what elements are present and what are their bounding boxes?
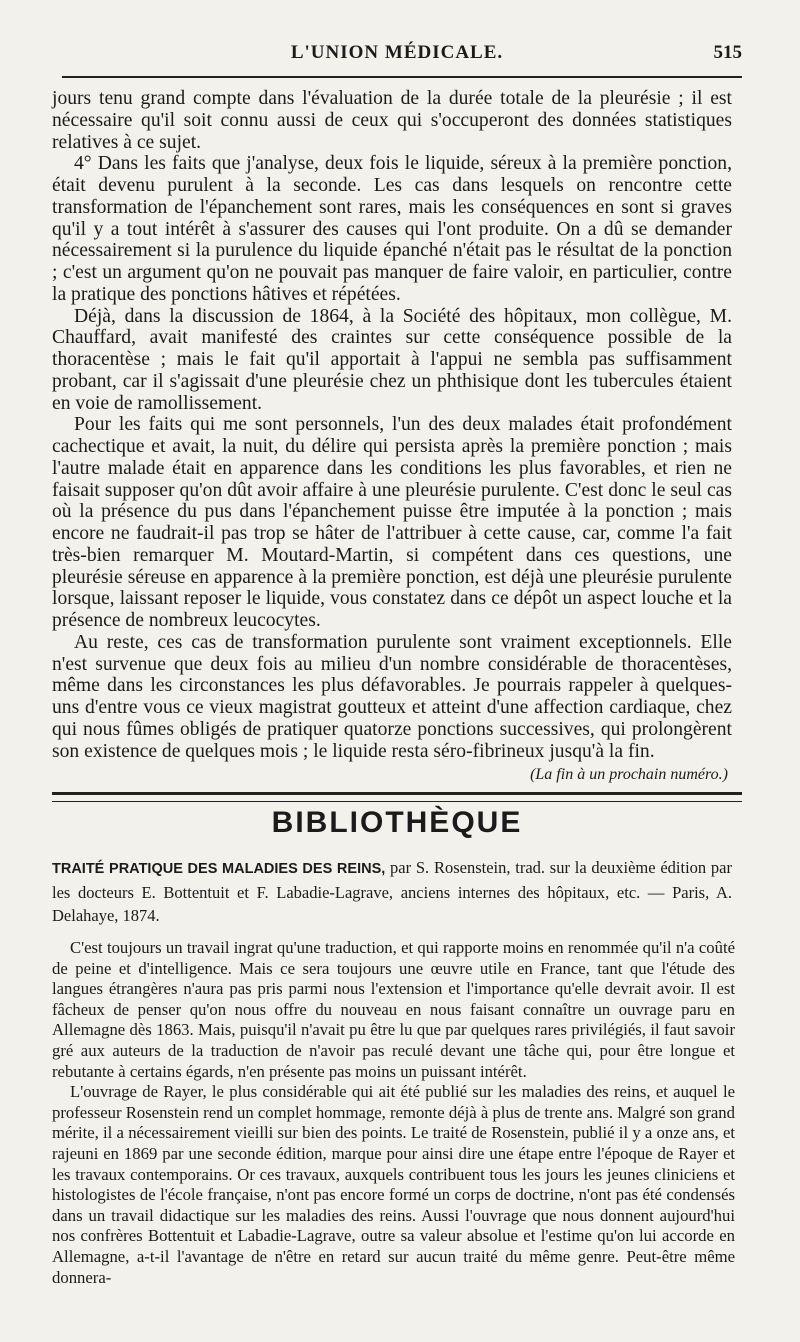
running-title: L'UNION MÉDICALE.: [290, 42, 504, 63]
page-number: 515: [713, 42, 742, 63]
article-body: [52, 88, 732, 786]
review-paragraph: C'est toujours un travail ingrat qu'une traduction, et qui rapporte moins en renommée qu'il n'a coûté de peine et d'intelligence. Mais ce sera toujours une œuvre utile en France, tant que l'étude des langues étrangères n'aura pas pris parmi nous l'extension et l'importance qu'elle devrait avoir. Il est fâcheux de penser qu'on nous offre du nouveau en nous faisant connaître un ouvrage paru en Allemagne dès 1863. Mais, puisqu'il n'avait pu être lu que par quelques rares privilégiés, il faut savoir gré aux auteurs de la traduction de n'avoir pas reculé devant une tâche qui, pour être longue et rebutante à certains égards, n'en présente pas moins un puissant intérêt.: [52, 938, 735, 1081]
article-signoff: (La fin à un prochain numéro.): [530, 766, 728, 784]
section-rule: [52, 792, 742, 802]
section-title: BIBLIOTHÈQUE: [271, 806, 523, 839]
review-body: [52, 938, 735, 1288]
article-paragraph: Déjà, dans la discussion de 1864, à la Société des hôpitaux, mon collègue, M. Chauffard, avait manifesté des craintes sur cette conséquence possible de la thoracentèse ; mais le fait qu'il apportait à l'appui ne sembla pas suffisamment probant, car il s'agissait d'une pleurésie chez un phthisique dont les tubercules étaient en voie de ramollissement.: [52, 305, 732, 414]
review-paragraph: L'ouvrage de Rayer, le plus considérable qui ait été publié sur les maladies des reins, et auquel le professeur Rosenstein rend un complet hommage, remonte déjà à plus de trente ans. Malgré son grand mérite, il a nécessairement vieilli sur bien des points. Le traité de Rosenstein, publié il y a onze ans, et rajeuni en 1869 par une seconde édition, marque pour ainsi dire une étape entre l'époque de Rayer et les travaux contemporains. Or ces travaux, auxquels contribuent tous les jours les jeunes cliniciens et histologistes de l'école française, n'ont pas encore formé un corps de doctrine, n'ont pas été condensés dans un travail didactique sur les maladies des reins. Aussi l'ouvrage que nous donnent aujourd'hui nos confrères Bottentuit et Labadie-Lagrave, outre sa valeur absolue et l'estime qu'on lui accorde en Allemagne, a-t-il l'avantage de n'être en retard sur aucun traité du même genre. Peut-être même donnera-: [52, 1082, 735, 1287]
book-title: TRAITÉ PRATIQUE DES MALADIES DES REINS,: [52, 861, 386, 877]
book-citation: [52, 856, 732, 927]
article-paragraph: jours tenu grand compte dans l'évaluation de la durée totale de la pleurésie ; il est nécessaire qu'il soit connu aussi de ceux qui s'occuperont des données statistiques relatives à ce sujet.: [52, 88, 732, 153]
article-paragraph: 4° Dans les faits que j'analyse, deux fois le liquide, séreux à la première ponction, était devenu purulent à la seconde. Les cas dans lesquels on rencontre cette transformation de l'épanchement sont rares, mais les conséquences en sont si graves qu'il y a tout intérêt à s'assurer des causes qui l'ont produite. On a dû se demander nécessairement si la purulence du liquide épanché n'était pas le résultat de la ponction ; c'est un argument qu'on ne pouvait pas manquer de faire valoir, en particulier, contre la pratique des ponctions hâtives et répétées.: [52, 153, 732, 305]
header-rule: [62, 76, 742, 78]
article-paragraph: Pour les faits qui me sont personnels, l'un des deux malades était profondément cachectique et avait, la nuit, du délire qui persista après la première ponction ; mais l'autre malade était en apparence dans les conditions les plus favorables, et rien ne faisait supposer qu'on dût avoir affaire à une pleurésie purulente. C'est donc le seul cas où la présence du pus dans l'épanchement puisse être imputée à la ponction ; mais encore ne faudrait-il pas trop se hâter de l'attribuer à cette cause, car, comme l'a fait très-bien remarquer M. Moutard-Martin, si compétent dans ces questions, une pleurésie séreuse en apparence à la première ponction, est déjà une pleurésie purulente lorsque, laissant reposer le liquide, vous constatez dans ce dépôt un aspect louche et la présence de nombreux leucocytes.: [52, 414, 732, 631]
citation-details: par S. Rosenstein, trad. sur la deuxième édition par les docteurs E. Bottentuit et F. Labadie-Lagrave, anciens internes des hôpitaux, etc. — Paris, A. Delahaye, 1874.: [52, 858, 732, 925]
page-header: [52, 42, 742, 72]
article-paragraph: Au reste, ces cas de transformation purulente sont vraiment exceptionnels. Elle n'est survenue que deux fois au milieu d'un nombre considérable de thoracentèses, même dans les circonstances les plus défavorables. Je pourrais rappeler à quelques-uns d'entre vous ce vieux magistrat goutteux et atteint d'une affection cardiaque, chez qui nous fûmes obligés de pratiquer quatorze ponctions successives, qui prolongèrent son existence de quelques mois ; le liquide resta séro-fibrineux jusqu'à la fin.: [52, 631, 732, 762]
